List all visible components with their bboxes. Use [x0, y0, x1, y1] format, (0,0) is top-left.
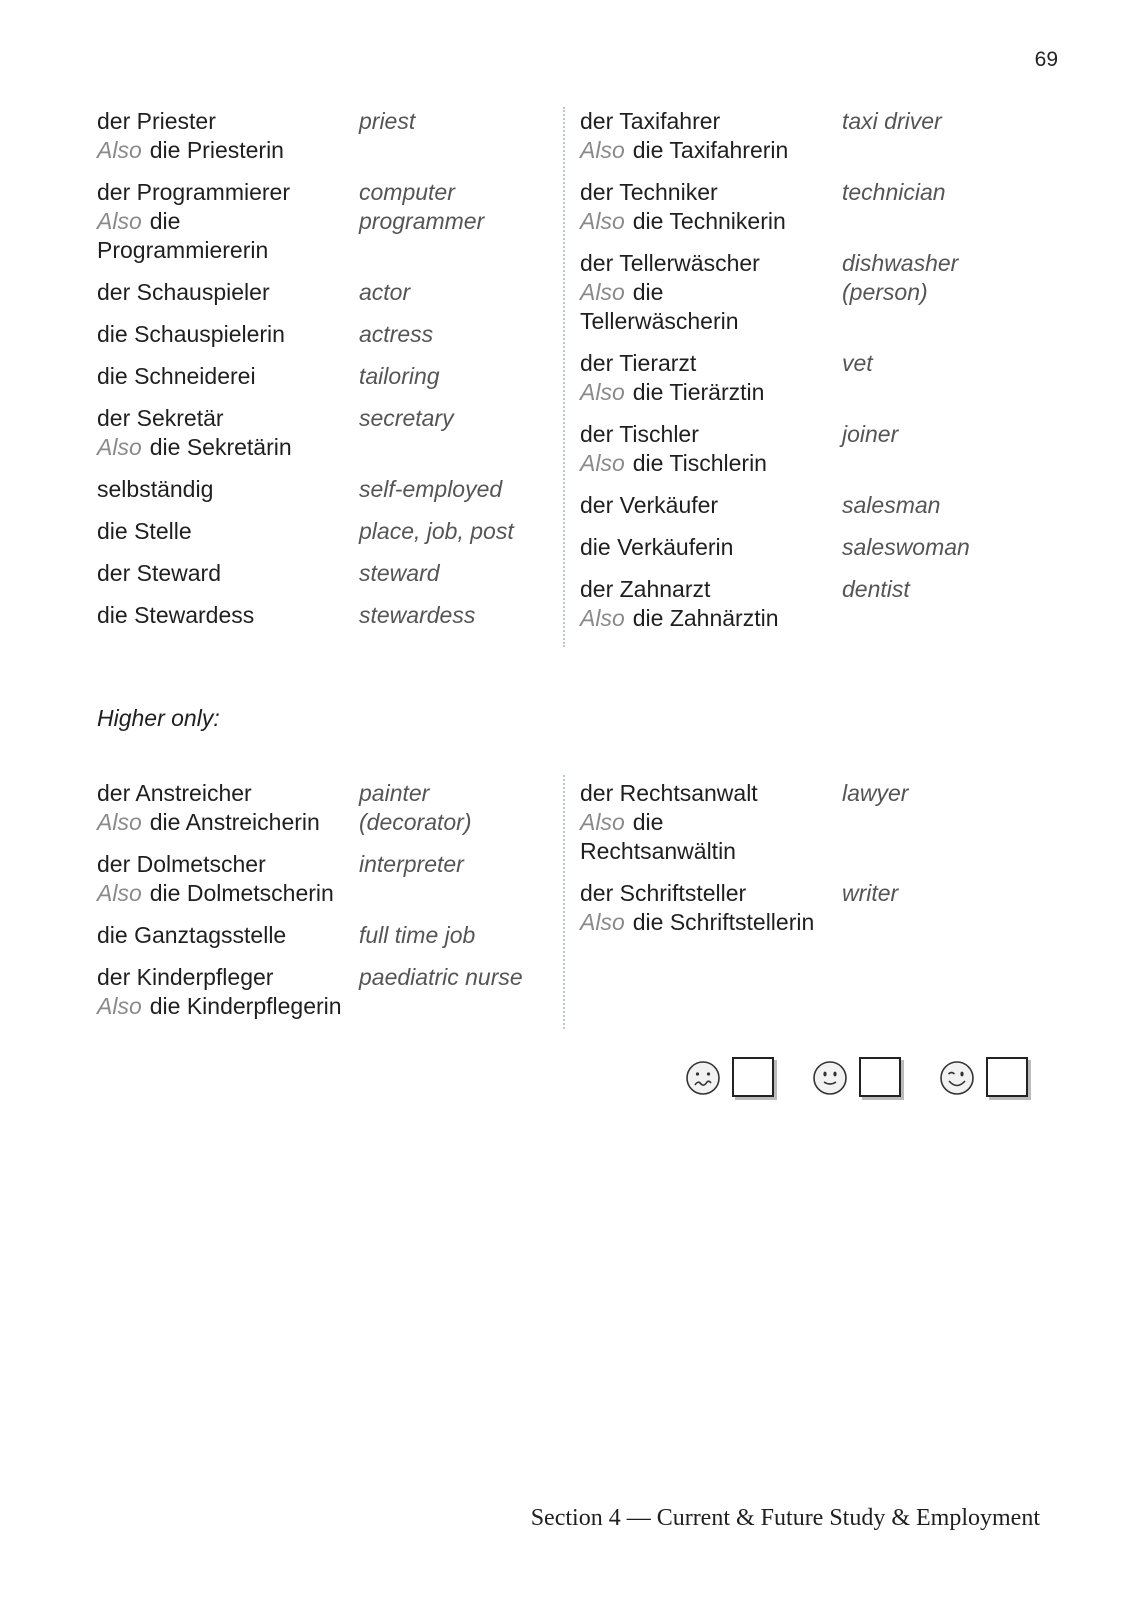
vocab-line — [97, 559, 567, 588]
german-word: der Techniker — [580, 179, 718, 205]
english-translation-line: programmer — [359, 208, 485, 234]
english-translation: dentist — [842, 576, 910, 602]
german-word: der Anstreicher — [97, 780, 252, 806]
also-label: Also — [97, 434, 142, 460]
vocab-entry — [97, 559, 567, 588]
rating-neutral — [812, 1057, 902, 1101]
english-translation: self-employed — [359, 476, 503, 502]
german-word: der Schauspieler — [97, 279, 270, 305]
feminine-form: die Kinderpflegerin — [149, 993, 342, 1019]
vocab-column-left — [97, 779, 567, 1034]
english-translation: lawyer — [842, 780, 909, 806]
feminine-form: die Taxifahrerin — [632, 137, 789, 163]
german-word: der Zahnarzt — [580, 576, 711, 602]
feminine-form: die — [632, 279, 664, 305]
vocab-line — [97, 362, 567, 391]
vocab-entry — [580, 420, 1050, 478]
feminine-form: die — [149, 208, 181, 234]
feminine-form: die — [632, 809, 664, 835]
vocab-entry — [97, 475, 567, 504]
vocab-entry — [97, 921, 567, 950]
also-label: Also — [580, 279, 625, 305]
vocab-entry — [97, 278, 567, 307]
vocab-entry — [580, 491, 1050, 520]
english-translation: technician — [842, 179, 946, 205]
english-translation: actor — [359, 279, 411, 305]
vocab-column-left — [97, 107, 567, 643]
vocab-line — [97, 601, 567, 630]
vocab-line — [97, 921, 567, 950]
tick-box-sad[interactable] — [732, 1057, 774, 1097]
vocab-entry — [580, 178, 1050, 236]
column-divider — [563, 775, 565, 1029]
english-translation: place, job, post — [359, 518, 514, 544]
column-divider — [563, 107, 565, 647]
also-label: Also — [580, 379, 625, 405]
english-translation: stewardess — [359, 602, 476, 628]
feminine-form-wrap: Rechtsanwältin — [580, 838, 736, 864]
vocab-line — [97, 320, 567, 349]
vocab-entry — [580, 779, 1050, 866]
vocab-line — [97, 475, 567, 504]
german-word: der Tischler — [580, 421, 699, 447]
vocab-line — [97, 517, 567, 546]
english-translation: salesman — [842, 492, 941, 518]
vocab-line — [580, 575, 1050, 604]
page-number: 69 — [1034, 48, 1058, 71]
vocab-line — [580, 107, 1050, 136]
feminine-form: die Tischlerin — [632, 450, 767, 476]
also-label: Also — [97, 809, 142, 835]
german-word: die Verkäuferin — [580, 534, 734, 560]
english-translation-line: (decorator) — [359, 809, 472, 835]
winking-face-icon — [939, 1060, 975, 1096]
also-label: Also — [580, 809, 625, 835]
vocab-entry — [97, 517, 567, 546]
also-line — [97, 136, 567, 165]
vocab-line — [580, 779, 1050, 808]
german-word: die Stewardess — [97, 602, 255, 628]
vocab-line — [580, 533, 1050, 562]
german-word: der Rechtsanwalt — [580, 780, 758, 806]
vocab-line — [580, 178, 1050, 207]
also-line — [97, 992, 567, 1021]
feminine-form: die Dolmetscherin — [149, 880, 334, 906]
feminine-form: die Anstreicherin — [149, 809, 320, 835]
also-line — [580, 136, 1050, 165]
german-word: der Tellerwäscher — [580, 250, 760, 276]
german-word: selbständig — [97, 476, 214, 502]
german-word: die Ganztagsstelle — [97, 922, 287, 948]
higher-only-heading: Higher only: — [97, 705, 220, 731]
feminine-form-wrap: Tellerwäscherin — [580, 308, 739, 334]
vocab-line — [97, 963, 567, 992]
also-label: Also — [97, 880, 142, 906]
english-translation: priest — [359, 108, 416, 134]
vocab-entry — [580, 533, 1050, 562]
feminine-form: die Technikerin — [632, 208, 786, 234]
vocab-line — [580, 349, 1050, 378]
english-translation — [842, 249, 1052, 307]
english-translation: taxi driver — [842, 108, 942, 134]
vocab-column-right — [580, 779, 1050, 950]
also-label: Also — [580, 137, 625, 163]
english-translation — [359, 178, 569, 236]
feminine-form: die Schriftstellerin — [632, 909, 815, 935]
german-word: der Priester — [97, 108, 216, 134]
english-translation-line: painter — [359, 780, 430, 806]
rating-sad — [685, 1057, 775, 1101]
also-line — [97, 433, 567, 462]
english-translation: secretary — [359, 405, 454, 431]
german-word: der Tierarzt — [580, 350, 697, 376]
vocab-column-right — [580, 107, 1050, 646]
english-translation-line: dishwasher — [842, 250, 959, 276]
german-word: die Schneiderei — [97, 363, 256, 389]
sad-face-icon — [685, 1060, 721, 1096]
english-translation: full time job — [359, 922, 476, 948]
vocab-entry — [97, 963, 567, 1021]
also-label: Also — [580, 605, 625, 631]
english-translation: saleswoman — [842, 534, 970, 560]
english-translation: interpreter — [359, 851, 464, 877]
also-line — [580, 604, 1050, 633]
feminine-form: die Priesterin — [149, 137, 284, 163]
vocab-line — [580, 879, 1050, 908]
vocab-line — [97, 278, 567, 307]
also-line — [580, 207, 1050, 236]
english-translation: tailoring — [359, 363, 440, 389]
also-label: Also — [580, 909, 625, 935]
also-label: Also — [97, 208, 142, 234]
vocab-entry — [97, 107, 567, 165]
also-label: Also — [580, 208, 625, 234]
feminine-form: die Zahnärztin — [632, 605, 779, 631]
also-label: Also — [97, 137, 142, 163]
vocab-entry — [580, 879, 1050, 937]
also-line — [580, 808, 1050, 837]
vocab-entry — [97, 601, 567, 630]
vocab-entry — [580, 107, 1050, 165]
german-word: der Kinderpfleger — [97, 964, 274, 990]
vocab-line — [97, 404, 567, 433]
rating-happy — [939, 1057, 1029, 1101]
german-word: der Programmierer — [97, 179, 290, 205]
german-word: die Stelle — [97, 518, 192, 544]
vocab-entry — [97, 404, 567, 462]
german-word: der Dolmetscher — [97, 851, 266, 877]
also-line — [580, 449, 1050, 478]
vocab-line — [580, 491, 1050, 520]
vocab-line — [97, 107, 567, 136]
vocab-line — [97, 850, 567, 879]
vocab-entry — [580, 575, 1050, 633]
self-assessment-ratings — [685, 1057, 1045, 1101]
german-word: der Verkäufer — [580, 492, 719, 518]
vocab-entry — [97, 779, 567, 837]
neutral-face-icon — [812, 1060, 848, 1096]
vocab-entry — [97, 362, 567, 391]
english-translation: joiner — [842, 421, 899, 447]
feminine-form-wrap: Programmiererin — [97, 237, 269, 263]
english-translation: actress — [359, 321, 434, 347]
also-line — [97, 879, 567, 908]
tick-box-happy[interactable] — [986, 1057, 1028, 1097]
english-translation: vet — [842, 350, 873, 376]
also-line — [580, 378, 1050, 407]
vocab-entry — [97, 850, 567, 908]
german-word: der Sekretär — [97, 405, 224, 431]
also-line — [580, 908, 1050, 937]
english-translation: writer — [842, 880, 899, 906]
section-footer: Section 4 — Current & Future Study & Employment — [530, 1505, 1040, 1531]
feminine-form: die Tierärztin — [632, 379, 765, 405]
vocab-entry — [97, 320, 567, 349]
also-label: Also — [580, 450, 625, 476]
english-translation-line: computer — [359, 179, 455, 205]
vocab-line — [580, 420, 1050, 449]
english-translation: steward — [359, 560, 440, 586]
feminine-form: die Sekretärin — [149, 434, 292, 460]
also-label: Also — [97, 993, 142, 1019]
tick-box-neutral[interactable] — [859, 1057, 901, 1097]
vocab-entry — [97, 178, 567, 265]
vocab-entry — [580, 349, 1050, 407]
english-translation-line: (person) — [842, 279, 928, 305]
german-word: der Steward — [97, 560, 222, 586]
german-word: die Schauspielerin — [97, 321, 285, 347]
german-word: der Taxifahrer — [580, 108, 721, 134]
german-word: der Schriftsteller — [580, 880, 747, 906]
vocab-entry — [580, 249, 1050, 336]
english-translation: paediatric nurse — [359, 964, 523, 990]
english-translation — [359, 779, 569, 837]
